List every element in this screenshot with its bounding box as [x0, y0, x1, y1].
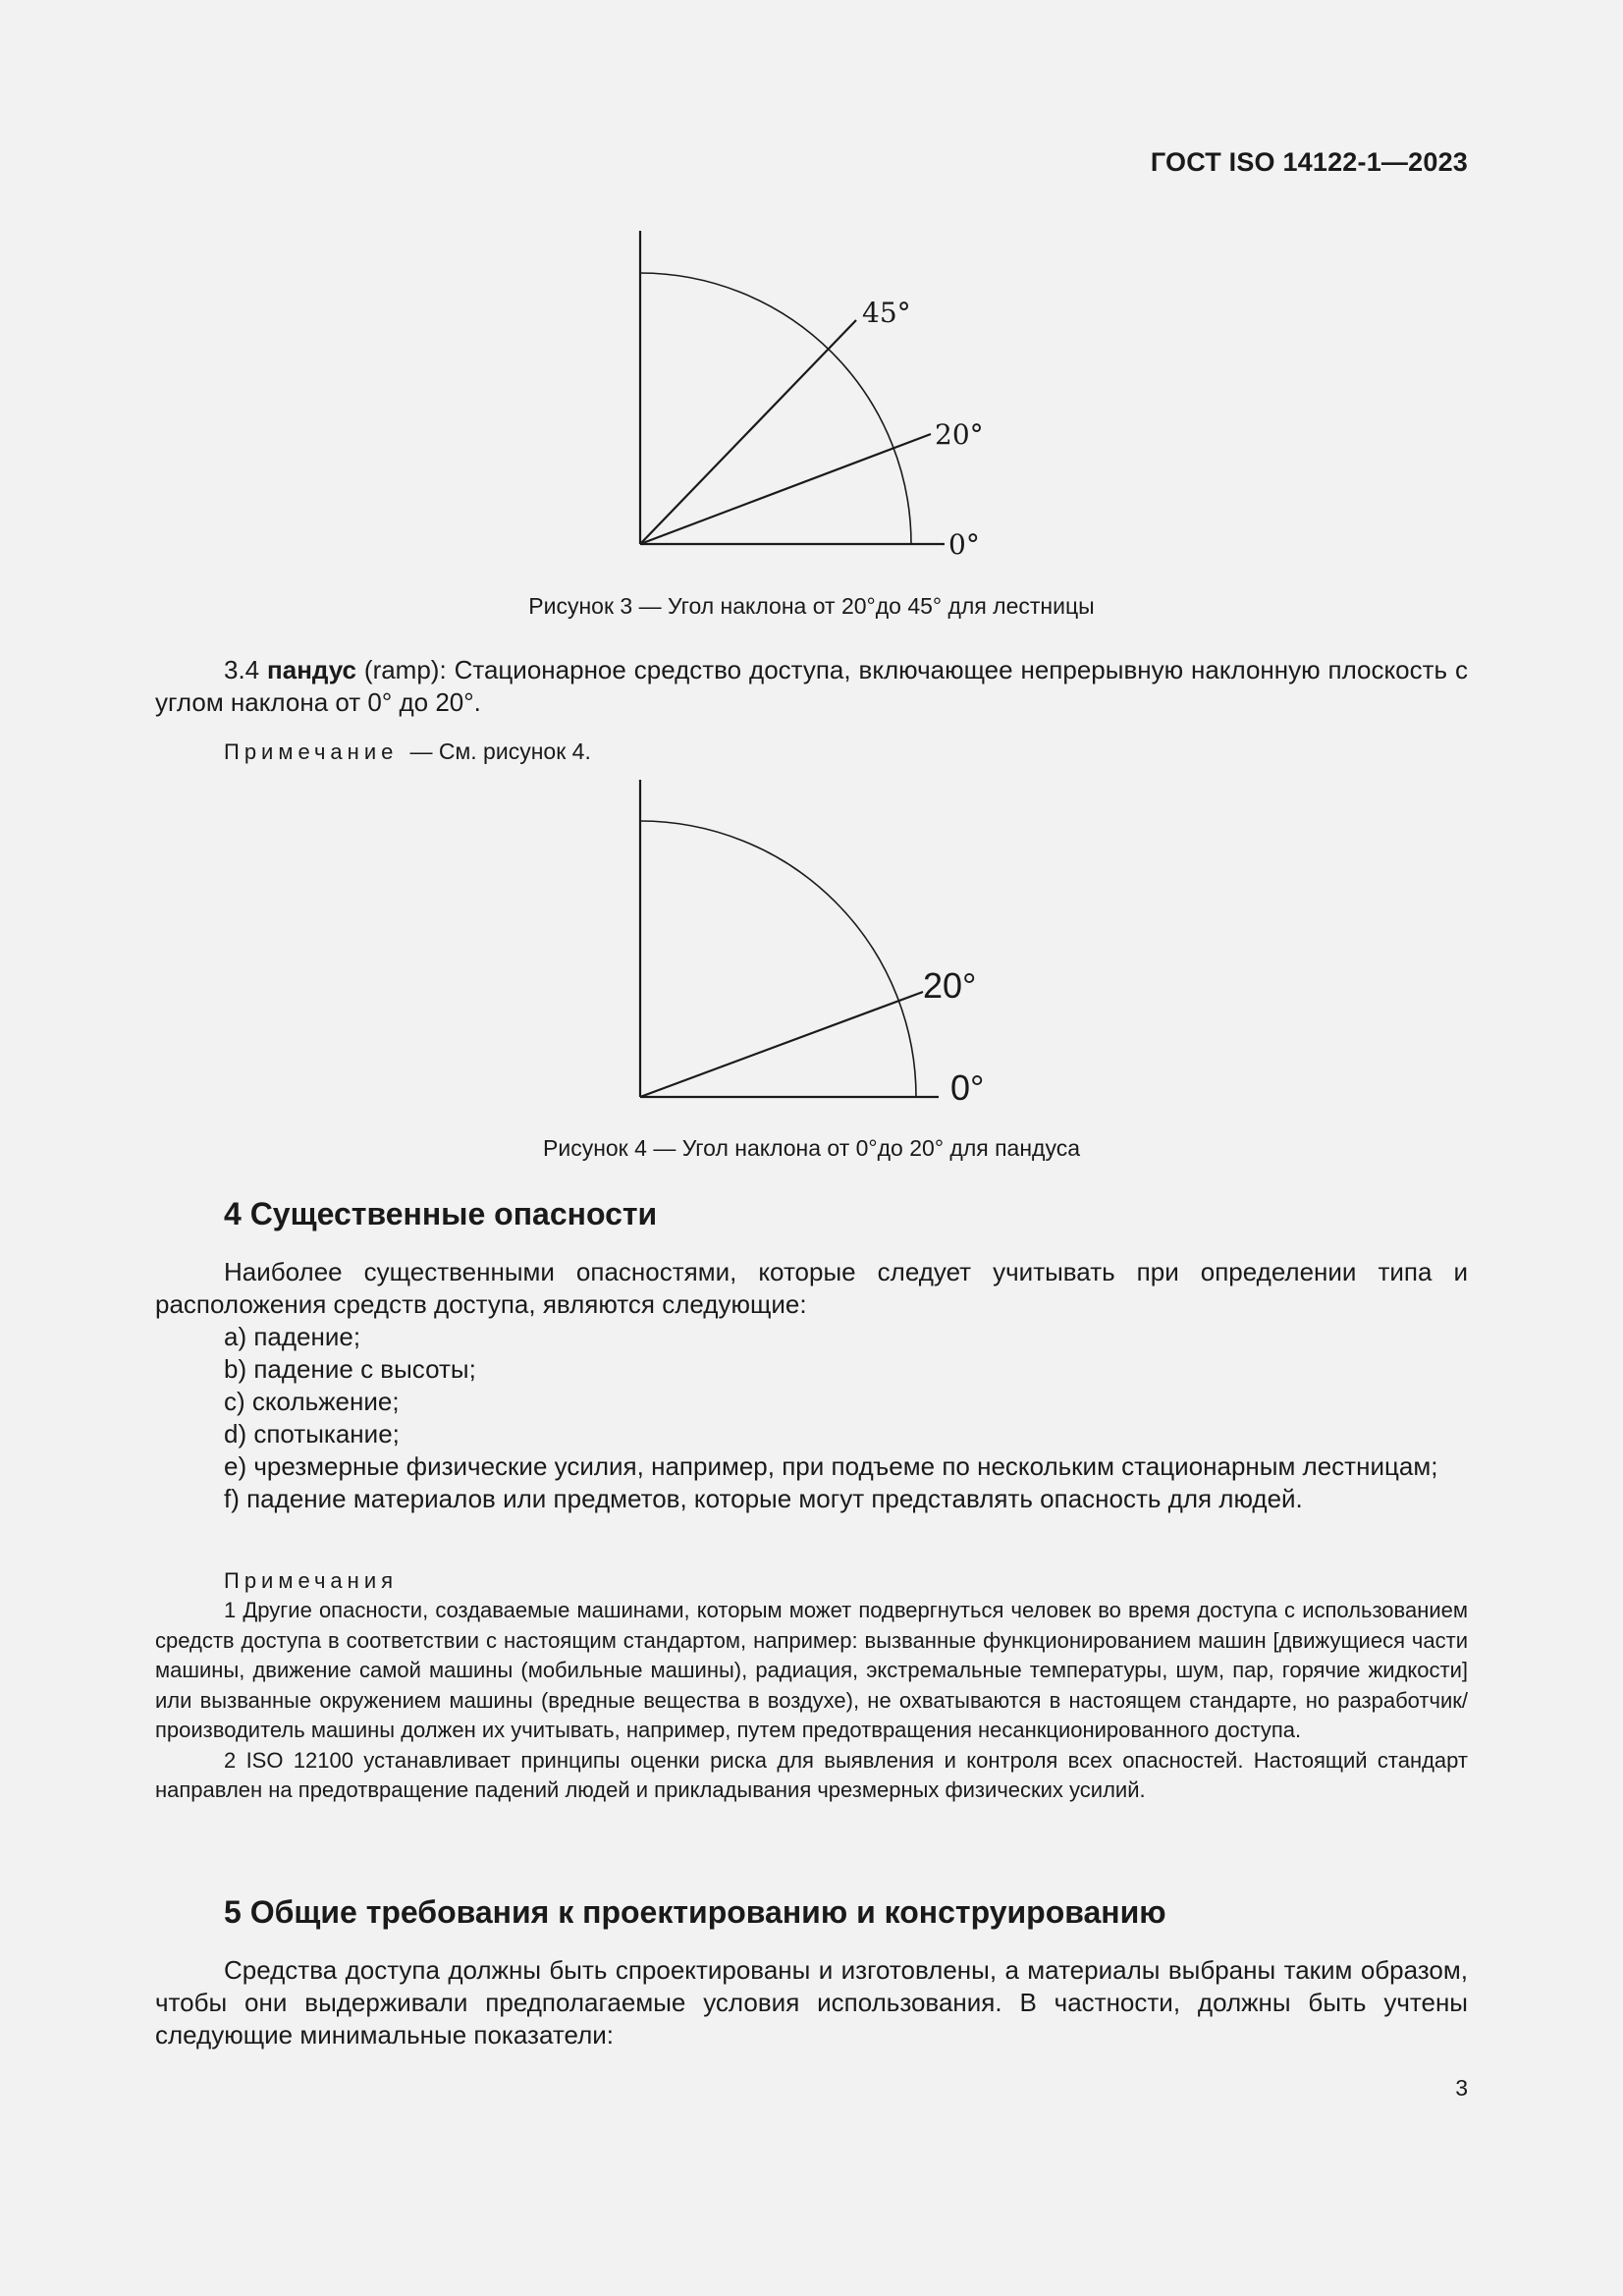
figure-3-label-20: 20°: [935, 418, 984, 451]
figure-3: [628, 226, 992, 560]
figure-4-diagram: [628, 776, 1001, 1110]
section-5-intro: Средства доступа должны быть спроектированы и изготовлены, а материалы выбраны таким образом, чтобы они выдерживали предполагаемые условия использования. В частности, должны быть учтены следующие минимальные показатели:: [155, 1955, 1468, 2050]
figure-4: [628, 776, 1001, 1110]
hazard-item-d: d) спотыкание;: [224, 1419, 400, 1449]
hazard-item-e: e) чрезмерные физические усилия, например, при подъеме по нескольким стационарным лестницам;: [224, 1451, 1438, 1481]
figure-3-diagram: [628, 226, 992, 560]
hazard-item-b: b) падение с высоты;: [224, 1354, 476, 1384]
figure-4-line-20: [640, 992, 923, 1097]
section-4-note-2: 2 ISO 12100 устанавливает принципы оценки риска для выявления и контроля всех опасностей. Настоящий стандарт направлен на предотвращение падений людей и прикладывания чрезмерных физических усилий.: [155, 1747, 1468, 1802]
hazard-item-a: a) падение;: [224, 1322, 361, 1351]
definition-term: пандус: [267, 655, 357, 684]
section-5-body: [155, 1954, 1468, 2051]
hazard-item-f: f) падение материалов или предметов, которые могут представлять опасность для людей.: [224, 1484, 1303, 1513]
figure-4-label-0: 0°: [950, 1067, 985, 1108]
figure-4-caption: Рисунок 4 — Угол наклона от 0°до 20° для пандуса: [543, 1135, 1080, 1161]
definition-number: 3.4: [224, 655, 260, 684]
section-4-note-1: 1 Другие опасности, создаваемые машинами, которым может подвергнуться человек во время доступа с использованием средств доступа в соответствии с настоящим стандартом, например: вызванные функционированием машин [движущиеся части машины, движение самой машины (мобильные машины), радиация, экстремальные температуры, шум, пар, горячие жидкости] или вызванные окружением машины (вредные вещества в воздухе), не охватываются в настоящем стандарте, но разработчик/производитель машины должен их учитывать, например, путем предотвращения несанкционированного доступа.: [155, 1598, 1468, 1742]
definition-3-4: [155, 654, 1468, 719]
document-header: ГОСТ ISO 14122-1—2023: [1150, 147, 1468, 177]
figure-3-line-20: [640, 434, 931, 544]
section-4-body: [155, 1256, 1468, 1515]
note-label: Примечание: [224, 739, 399, 764]
section-4-title: 4 Существенные опасности: [224, 1196, 658, 1231]
figure-3-line-45: [640, 320, 856, 544]
figure-4-label-20: 20°: [923, 965, 977, 1006]
figure-3-label-0: 0°: [948, 528, 980, 561]
section-4-notes-label: Примечания: [224, 1568, 399, 1593]
figure-3-caption: Рисунок 3 — Угол наклона от 20°до 45° для лестницы: [528, 593, 1095, 619]
section-4-intro: Наиболее существенными опасностями, которые следует учитывать при определении типа и расположения средств доступа, являются следующие:: [155, 1257, 1468, 1319]
hazard-item-c: c) скольжение;: [224, 1387, 400, 1416]
section-4-notes: [155, 1596, 1468, 1806]
page-number: 3: [1455, 2075, 1468, 2101]
figure-3-label-45: 45°: [862, 297, 911, 329]
definition-text: (ramp): Стационарное средство доступа, включающее непрерывную наклонную плоскость с углом наклона от 0° до 20°.: [155, 655, 1468, 717]
note-fig4: [224, 738, 591, 765]
figure-4-arc: [640, 821, 916, 1097]
note-text: — См. рисунок 4.: [409, 738, 591, 764]
section-5-title: 5 Общие требования к проектированию и конструированию: [224, 1894, 1166, 1930]
